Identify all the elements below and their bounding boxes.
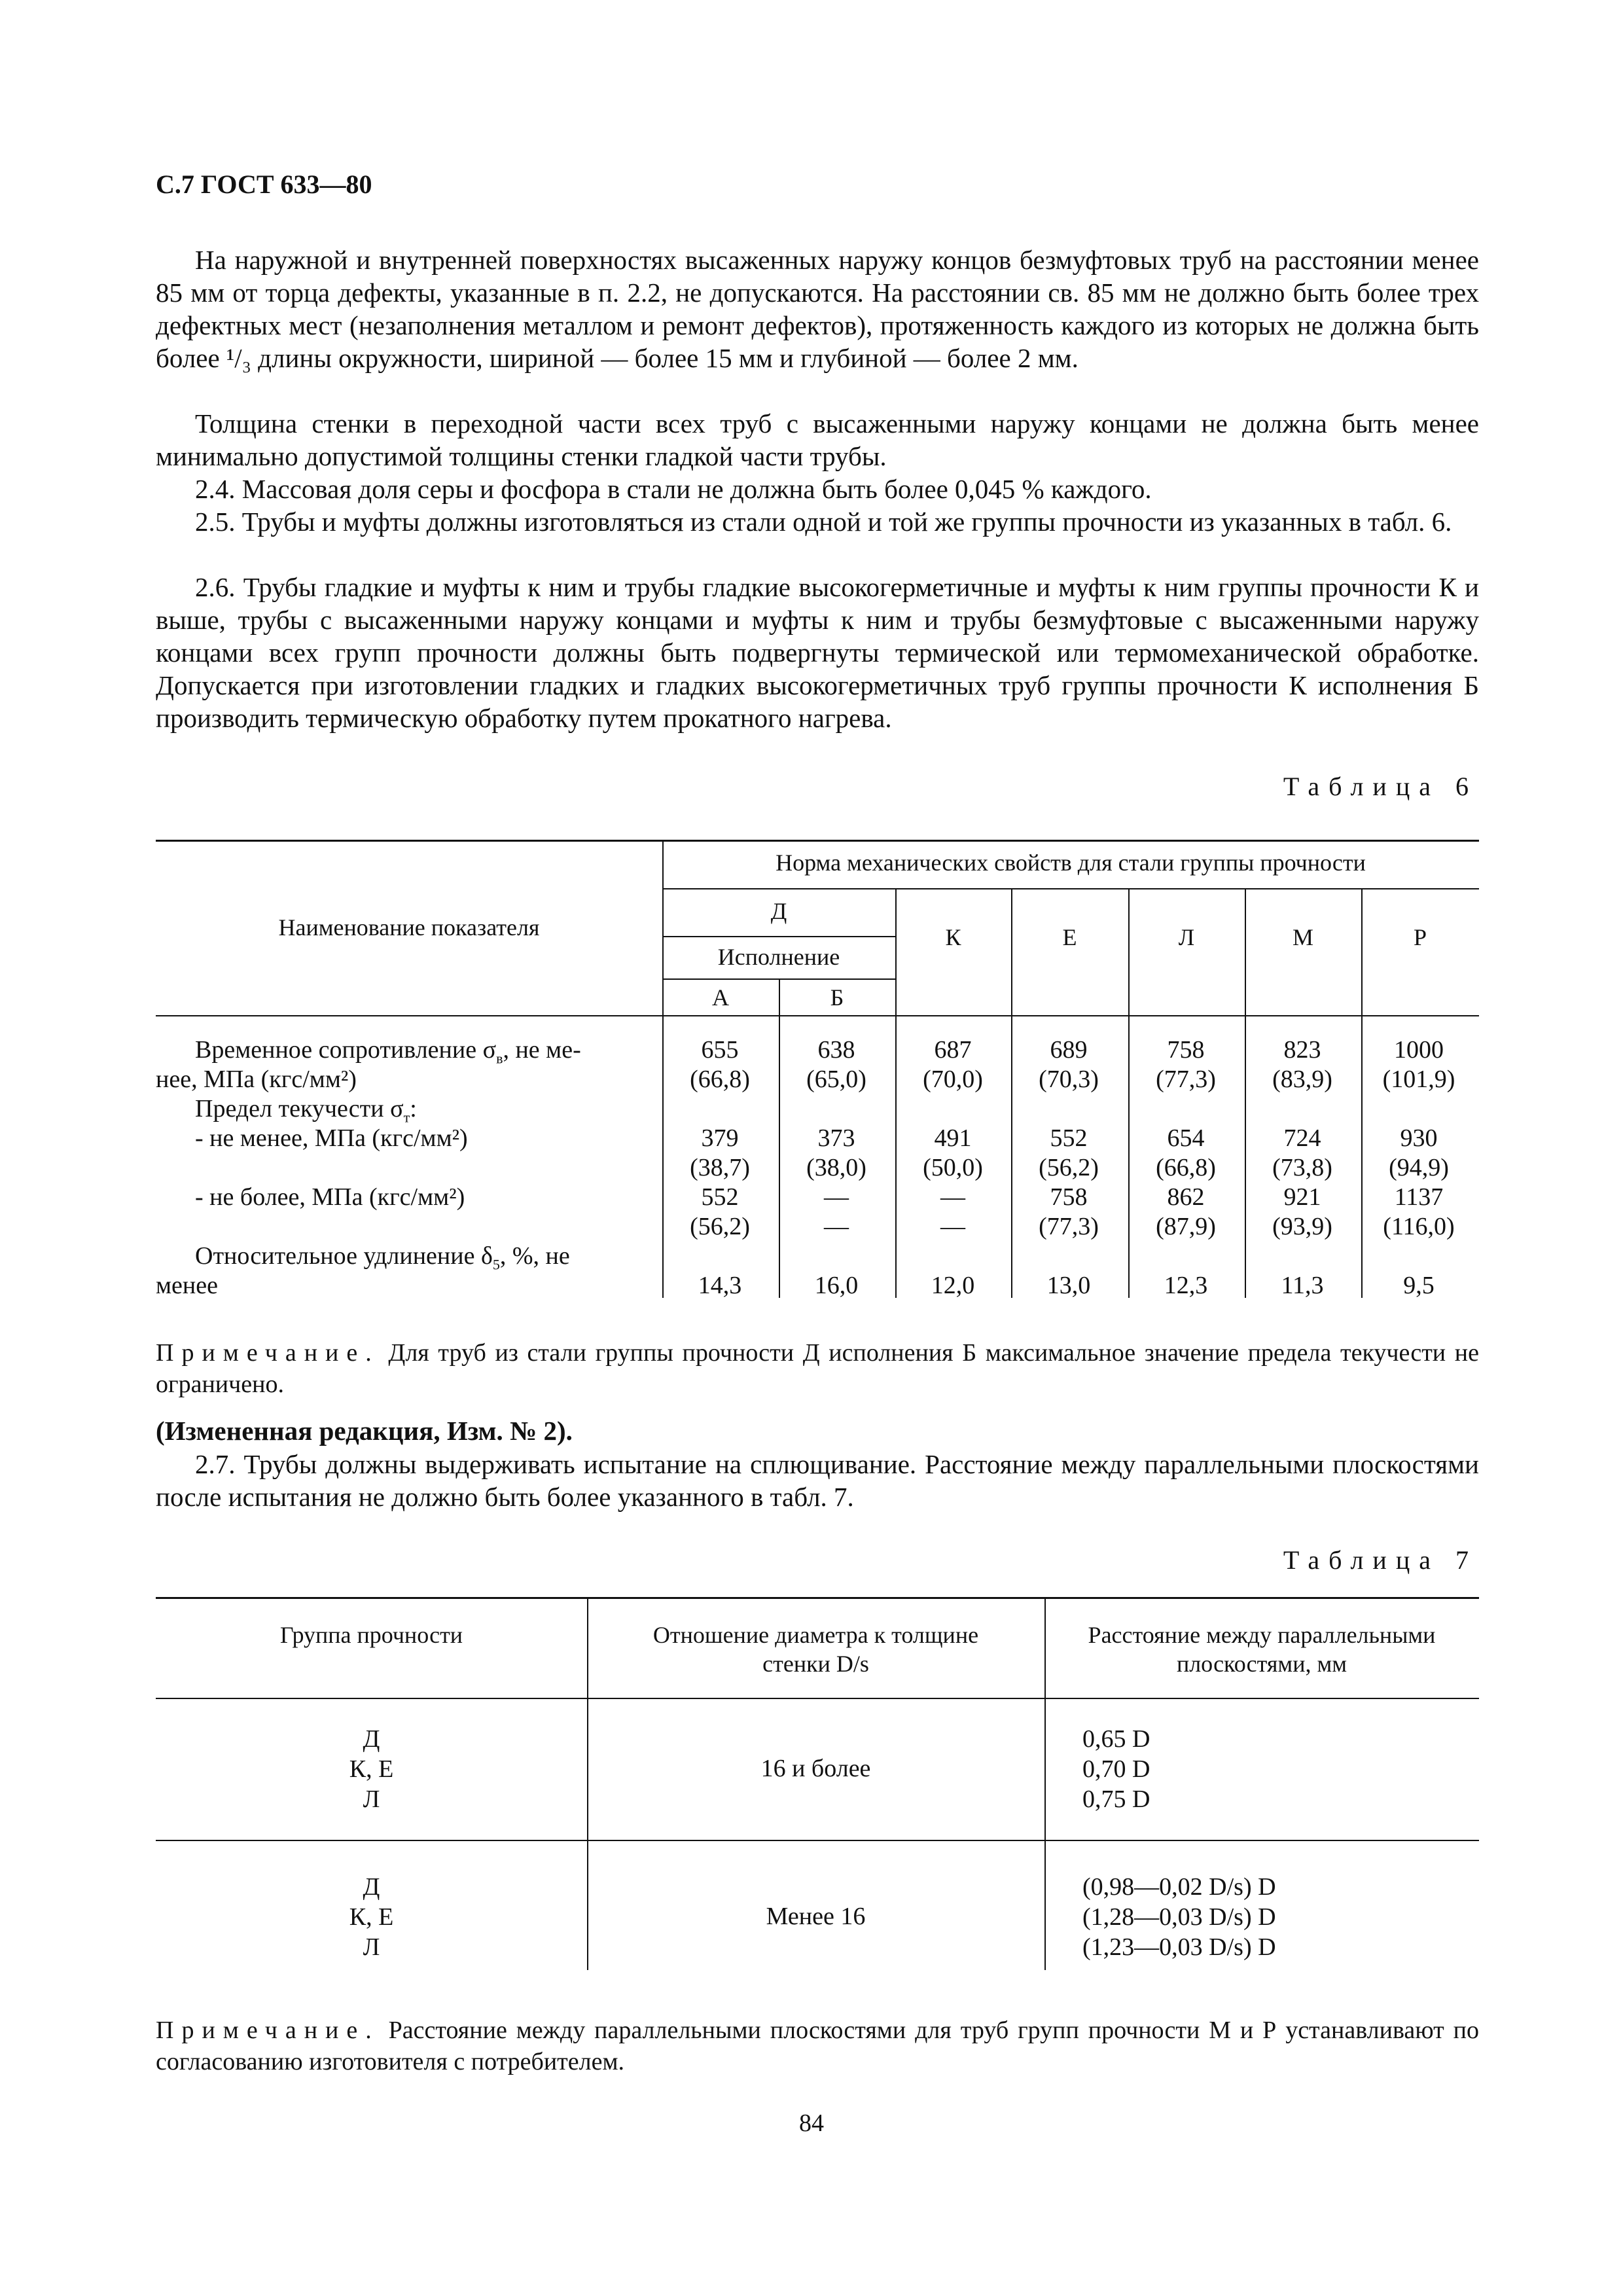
table6-cell: (87,9)	[1156, 1213, 1216, 1240]
table6-cell: 11,3	[1281, 1272, 1324, 1299]
table7-note: Примечание. Расстояние между параллельными плоскостями для труб групп прочности М и Р устанавливают по согласованию изготовителя с потребителем.	[156, 2017, 1479, 2075]
table6-caption: Таблица 6	[1283, 772, 1478, 801]
table6-cell: 1137	[1394, 1183, 1444, 1211]
table7-header-ratio: Отношение диаметра к толщине стенки D/s	[652, 1622, 979, 1677]
table6-cell: (94,9)	[1389, 1154, 1449, 1181]
table6-cell: 655	[701, 1036, 739, 1064]
table6-cell: (65,0)	[806, 1066, 866, 1093]
table6-cell: 930	[1400, 1124, 1438, 1152]
table6-cell: (73,8)	[1272, 1154, 1332, 1181]
table6-group-k: К	[945, 924, 961, 950]
table6-label-yield: Предел текучести $\sigma_т$:	[195, 1095, 417, 1126]
table6-cell: 14,3	[698, 1272, 742, 1299]
table6-cell: —	[940, 1183, 965, 1211]
table6-cell: 552	[1050, 1124, 1088, 1152]
paragraph-2-5: 2.5. Трубы и муфты должны изготовляться из стали одной и той же группы прочности из указанных в табл. 6.	[195, 507, 1452, 537]
table6-cell: (77,3)	[1156, 1066, 1216, 1093]
table6-cell: —	[824, 1183, 849, 1211]
table7-row1-ratio: 16 и более	[760, 1755, 871, 1782]
table6-label-tensile-units: нее, МПа (кгс/мм²)	[156, 1066, 357, 1093]
table6-cell: 16,0	[814, 1272, 859, 1299]
table6-cell: (38,0)	[806, 1154, 866, 1181]
table7-header-group: Группа прочности	[279, 1622, 463, 1648]
table6-cell: 823	[1283, 1036, 1321, 1064]
table6-cell: (93,9)	[1272, 1213, 1332, 1240]
table6-cell: —	[824, 1213, 849, 1240]
table6-cell: (56,2)	[1039, 1154, 1099, 1181]
table6-cell: (77,3)	[1039, 1213, 1099, 1240]
table6-cell: (83,9)	[1272, 1066, 1332, 1093]
table6-label-yield-max: - не более, МПа (кгс/мм²)	[195, 1183, 465, 1211]
edited-note: (Измененная редакция, Изм. № 2).	[156, 1416, 573, 1446]
table6-label-tensile: Временное сопротивление $\sigma_в$, не ме-	[195, 1036, 581, 1067]
table6-cell: 758	[1050, 1183, 1088, 1211]
page-number: 84	[799, 2109, 824, 2137]
table6-cell: 689	[1050, 1036, 1088, 1064]
table6-cell: 491	[934, 1124, 972, 1152]
table6-group-m: М	[1292, 924, 1313, 950]
table6-label-yield-min: - не менее, МПа (кгс/мм²)	[195, 1124, 468, 1152]
table6-cell: 12,0	[931, 1272, 975, 1299]
table6-group-r: Р	[1413, 924, 1427, 950]
table6-group-l: Л	[1178, 924, 1195, 950]
table6-label-elongation-2: менее	[156, 1272, 218, 1299]
table6-cell: (116,0)	[1383, 1213, 1455, 1240]
table6-cell: 373	[817, 1124, 855, 1152]
table6-cell: 1000	[1394, 1036, 1444, 1064]
table6-cell: 13,0	[1046, 1272, 1091, 1299]
table7-row2-values: (0,98—0,02 D/s) D (1,28—0,03 D/s) D (1,23—0,03 D/s) D	[1082, 1873, 1276, 1961]
table6-cell: 12,3	[1164, 1272, 1208, 1299]
table7-row1-groups: Д К, Е Л	[349, 1725, 394, 1813]
page-header: С.7 ГОСТ 633—80	[156, 170, 372, 199]
table7-row2-ratio: Менее 16	[766, 1903, 866, 1930]
table6-header-name: Наименование показателя	[278, 914, 540, 941]
table6-label-elongation: Относительное удлинение $\delta_5$, %, не	[195, 1242, 570, 1273]
paragraph-2-6: 2.6. Трубы гладкие и муфты к ним и трубы гладкие высокогерметичные и муфты к ним группы прочности К и выше, трубы с высаженными наружу концами и муфты к ним и трубы безмуфтовые с высаженными наружу концами всех групп прочности должны быть подвергнуты термической или термомеханической обработке. Допускается при изготовлении гладких и гладких высокогерметичных труб группы прочности К исполнения Б производить термическую обработку путем прокатного нагрева.	[156, 572, 1479, 733]
table6-cell: (50,0)	[923, 1154, 983, 1181]
table6-cell: (70,0)	[923, 1066, 983, 1093]
paragraph-2-7: 2.7. Трубы должны выдерживать испытание на сплющивание. Расстояние между параллельными плоскостями после испытания не должно быть более указанного в табл. 7.	[156, 1449, 1479, 1512]
table6-cell: 921	[1283, 1183, 1321, 1211]
table6-cell: (66,8)	[690, 1066, 750, 1093]
table6-exec-b: Б	[830, 984, 844, 1011]
table6-cell: 379	[701, 1124, 739, 1152]
table6-cell: (56,2)	[690, 1213, 750, 1240]
table6-cell: 9,5	[1403, 1272, 1435, 1299]
paragraph-defects: На наружной и внутренней поверхностях высаженных наружу концов безмуфтовых труб на расстоянии менее 85 мм от торца дефекты, указанные в п. 2.2, не допускаются. На расстоянии св. 85 мм не должно быть более трех дефектных мест (незаполнения металлом и ремонт дефектов), протяженность каждого из которых не должна быть более ¹/₃ длины окружности, шириной — более 15 мм и глубиной — более 2 мм.	[156, 245, 1479, 373]
table7-caption: Таблица 7	[1283, 1545, 1478, 1575]
table6-cell: 654	[1167, 1124, 1205, 1152]
table6-cell: 687	[934, 1036, 972, 1064]
table6-exec-a: А	[712, 984, 729, 1011]
table6-cell: (66,8)	[1156, 1154, 1216, 1181]
table7-row2-groups: Д К, Е Л	[349, 1873, 394, 1961]
table6-note: Примечание. Для труб из стали группы прочности Д исполнения Б максимальное значение предела текучести не ограничено.	[156, 1339, 1479, 1398]
table6-cell: (70,3)	[1039, 1066, 1099, 1093]
table7-header-distance: Расстояние между параллельными плоскостями, мм	[1088, 1622, 1436, 1677]
table6-execution: Исполнение	[717, 944, 840, 970]
table6-cell: —	[940, 1213, 965, 1240]
table6-cell: (38,7)	[690, 1154, 750, 1181]
paragraph-wall-thickness: Толщина стенки в переходной части всех труб с высаженными наружу концами не должна быть менее минимально допустимой толщины стенки гладкой части трубы.	[156, 408, 1479, 471]
table6-cell: 862	[1167, 1183, 1205, 1211]
table6-cell: 724	[1283, 1124, 1321, 1152]
table6-group-e: Е	[1062, 924, 1077, 950]
table6-cell: (101,9)	[1382, 1066, 1455, 1093]
table6-cell: 638	[817, 1036, 855, 1064]
table6-header-norm: Норма механических свойств для стали группы прочности	[776, 850, 1366, 876]
table6-cell: 758	[1167, 1036, 1205, 1064]
paragraph-2-4: 2.4. Массовая доля серы и фосфора в стали не должна быть более 0,045 % каждого.	[195, 474, 1152, 504]
table6-cell: 552	[701, 1183, 739, 1211]
table7-row1-values: 0,65 D 0,70 D 0,75 D	[1082, 1725, 1150, 1813]
table6-group-d: Д	[770, 898, 787, 924]
